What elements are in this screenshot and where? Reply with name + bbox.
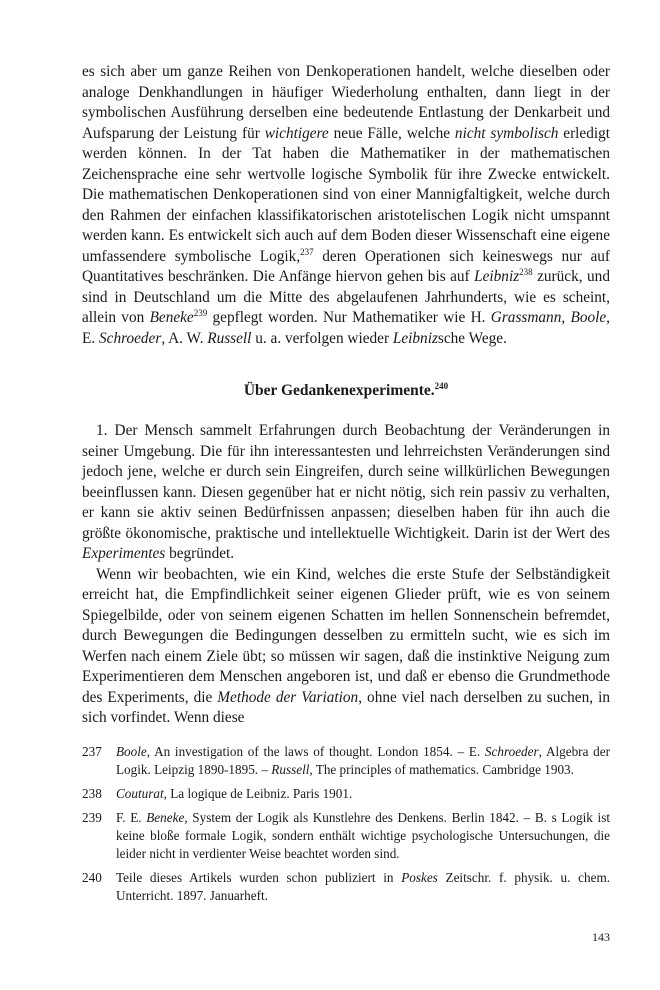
text-run: zurück, und sind in Deutschland um die Mitte des abgelaufenen Jahrhunderts, wie es scheint, allein von: [82, 268, 610, 326]
text-run: gepflegt worden. Nur Mathematiker wie H.: [207, 309, 491, 326]
footnote-text: [116, 810, 610, 861]
text-run: , An investigation of the laws of thought. London 1854. – E.: [146, 743, 485, 759]
italic-text: Poskes: [401, 869, 438, 885]
footnote-number: 237: [82, 743, 102, 759]
paragraph-1: [82, 421, 610, 565]
italic-text: Experimentes: [82, 545, 166, 562]
footnote-number: 240: [82, 869, 102, 885]
footnote-marker: 238: [519, 266, 533, 277]
page-body: [82, 62, 610, 911]
italic-text: Schroeder: [484, 743, 539, 759]
text-run: F. E.: [116, 809, 147, 825]
footnote-number: 239: [82, 809, 102, 825]
footnote-number: 238: [82, 785, 102, 801]
italic-text: Leibniz: [474, 268, 520, 285]
footnotes: [82, 743, 610, 905]
footnote: [82, 809, 610, 863]
footnote: [82, 785, 610, 803]
footnote: [82, 869, 610, 905]
text-run: Wenn wir beobachten, wie ein Kind, welches die erste Stufe der Selbständigkeit erreicht hat, die Empfindlichkeit seiner eigenen Glieder prüft, wie es von seinem Spiegelbilde, oder von seinem eigenen Schatten im hellen Sonnenschein befremdet, durch Bewegungen die Bedingungen desselben zu ermitteln sucht, wie es sich im Werfen nach einem Ziele übt; so müssen wir sagen, daß die instinktive Neigung zum Experimentieren dem Menschen angeboren ist, und daß er ebenso die Grundmethode des Experiments, die: [82, 565, 610, 706]
footnote-text: [116, 870, 610, 903]
footnote-text: [116, 744, 610, 777]
footnote-marker: 239: [193, 307, 208, 318]
italic-text: Russell: [271, 761, 310, 777]
section-heading: [82, 381, 610, 401]
text-run: , ohne viel nach derselben zu suchen, in sich vorfindet. Wenn diese: [82, 688, 610, 726]
text-run: erledigt werden können. In der Tat haben die Mathematiker in der mathematischen Zeichensprache eine sehr wertvolle logische Symbolik für ihre Zwecke entwickelt. Die mathematischen Denkoperationen sind von einer Mannigfaltigkeit, welche durch den Rahmen der einfachen klassifikatorischen aristotelischen Logik nicht umspannt werden kann. Es entwickelt sich auch auf dem Boden dieser Wissenschaft eine eigene umfassendere symbolische Logik,: [82, 124, 611, 265]
paragraph-continuation: [82, 62, 610, 349]
section-heading-text: Über Gedankenexperimente.: [243, 382, 435, 399]
text-run: begründet.: [165, 545, 235, 562]
italic-text: Grassmann, Boole: [490, 309, 607, 326]
text-run: , The principles of mathematics. Cambridge 1903.: [309, 761, 574, 777]
italic-text: Schroeder: [99, 329, 162, 347]
text-run: Teile dieses Artikels wurden schon publiziert in: [116, 869, 402, 885]
italic-text: Beneke: [146, 809, 185, 825]
text-run: , E.: [82, 309, 610, 347]
footnote-text: [116, 786, 352, 801]
text-run: deren Operationen sich keineswegs nur auf Quantitatives beschränken. Die Anfänge hiervon gehen bis auf: [82, 247, 610, 285]
footnote-marker: 237: [300, 246, 314, 257]
text-run: neue Fälle, welche: [328, 124, 455, 142]
text-run: , System der Logik als Kunstlehre des Denkens. Berlin 1842. – B. s Logik ist keine bloße formale Logik, sondern enthält wichtige psychologische Untersuchungen, die leider nicht in verdienter Weise beachtet worden sind.: [116, 809, 610, 861]
text-run: es sich aber um ganze Reihen von Denkoperationen handelt, welche dieselben oder analoge Denkhandlungen in häufiger Wiederholung enthalten, dann liegt in der symbolischen Ausführung derselben eine bedeutende Entlastung der Denkarbeit und Aufsparung der Leistung für: [82, 63, 610, 142]
italic-text: Methode der Variation: [217, 688, 359, 706]
text-run: Zeitschr. f. physik. u. chem. Unterricht. 1897. Januarheft.: [116, 869, 610, 903]
text-run: u. a. verfolgen wieder: [251, 329, 393, 347]
italic-text: Russell: [207, 329, 252, 347]
text-run: , A. W.: [161, 329, 208, 347]
italic-text: Couturat: [116, 785, 164, 801]
text-run: , Algebra der Logik. Leipzig 1890-1895. –: [116, 743, 610, 777]
footnote-marker: 240: [434, 380, 449, 391]
text-run: , La logique de Leibniz. Paris 1901.: [163, 785, 353, 801]
text-run: sche Wege.: [437, 329, 507, 347]
italic-text: wichtigere: [264, 124, 329, 142]
page-number: 143: [592, 930, 610, 944]
footnote: [82, 743, 610, 779]
paragraph-2: [82, 565, 610, 729]
italic-text: nicht symbolisch: [454, 124, 559, 142]
italic-text: Beneke: [149, 309, 194, 326]
text-run: 1. Der Mensch sammelt Erfahrungen durch Beobachtung der Veränderungen in seiner Umgebung. Die für ihn interessantesten und lehrreichsten Veränderungen sind jedoch jene, welche er durch sein Eingreifen, durch seine willkürlichen Bewegungen beeinflussen kann. Diesen gegenüber hat er nicht nötig, sich rein passiv zu verhalten, er kann sie aktiv seinen Bedürfnissen anpassen; dieselben haben für ihn auch die größte ökonomische, praktische und intellektuelle Wichtigkeit. Darin ist der Wert des: [82, 422, 610, 542]
italic-text: Leibniz: [392, 329, 438, 347]
italic-text: Boole: [116, 743, 147, 759]
